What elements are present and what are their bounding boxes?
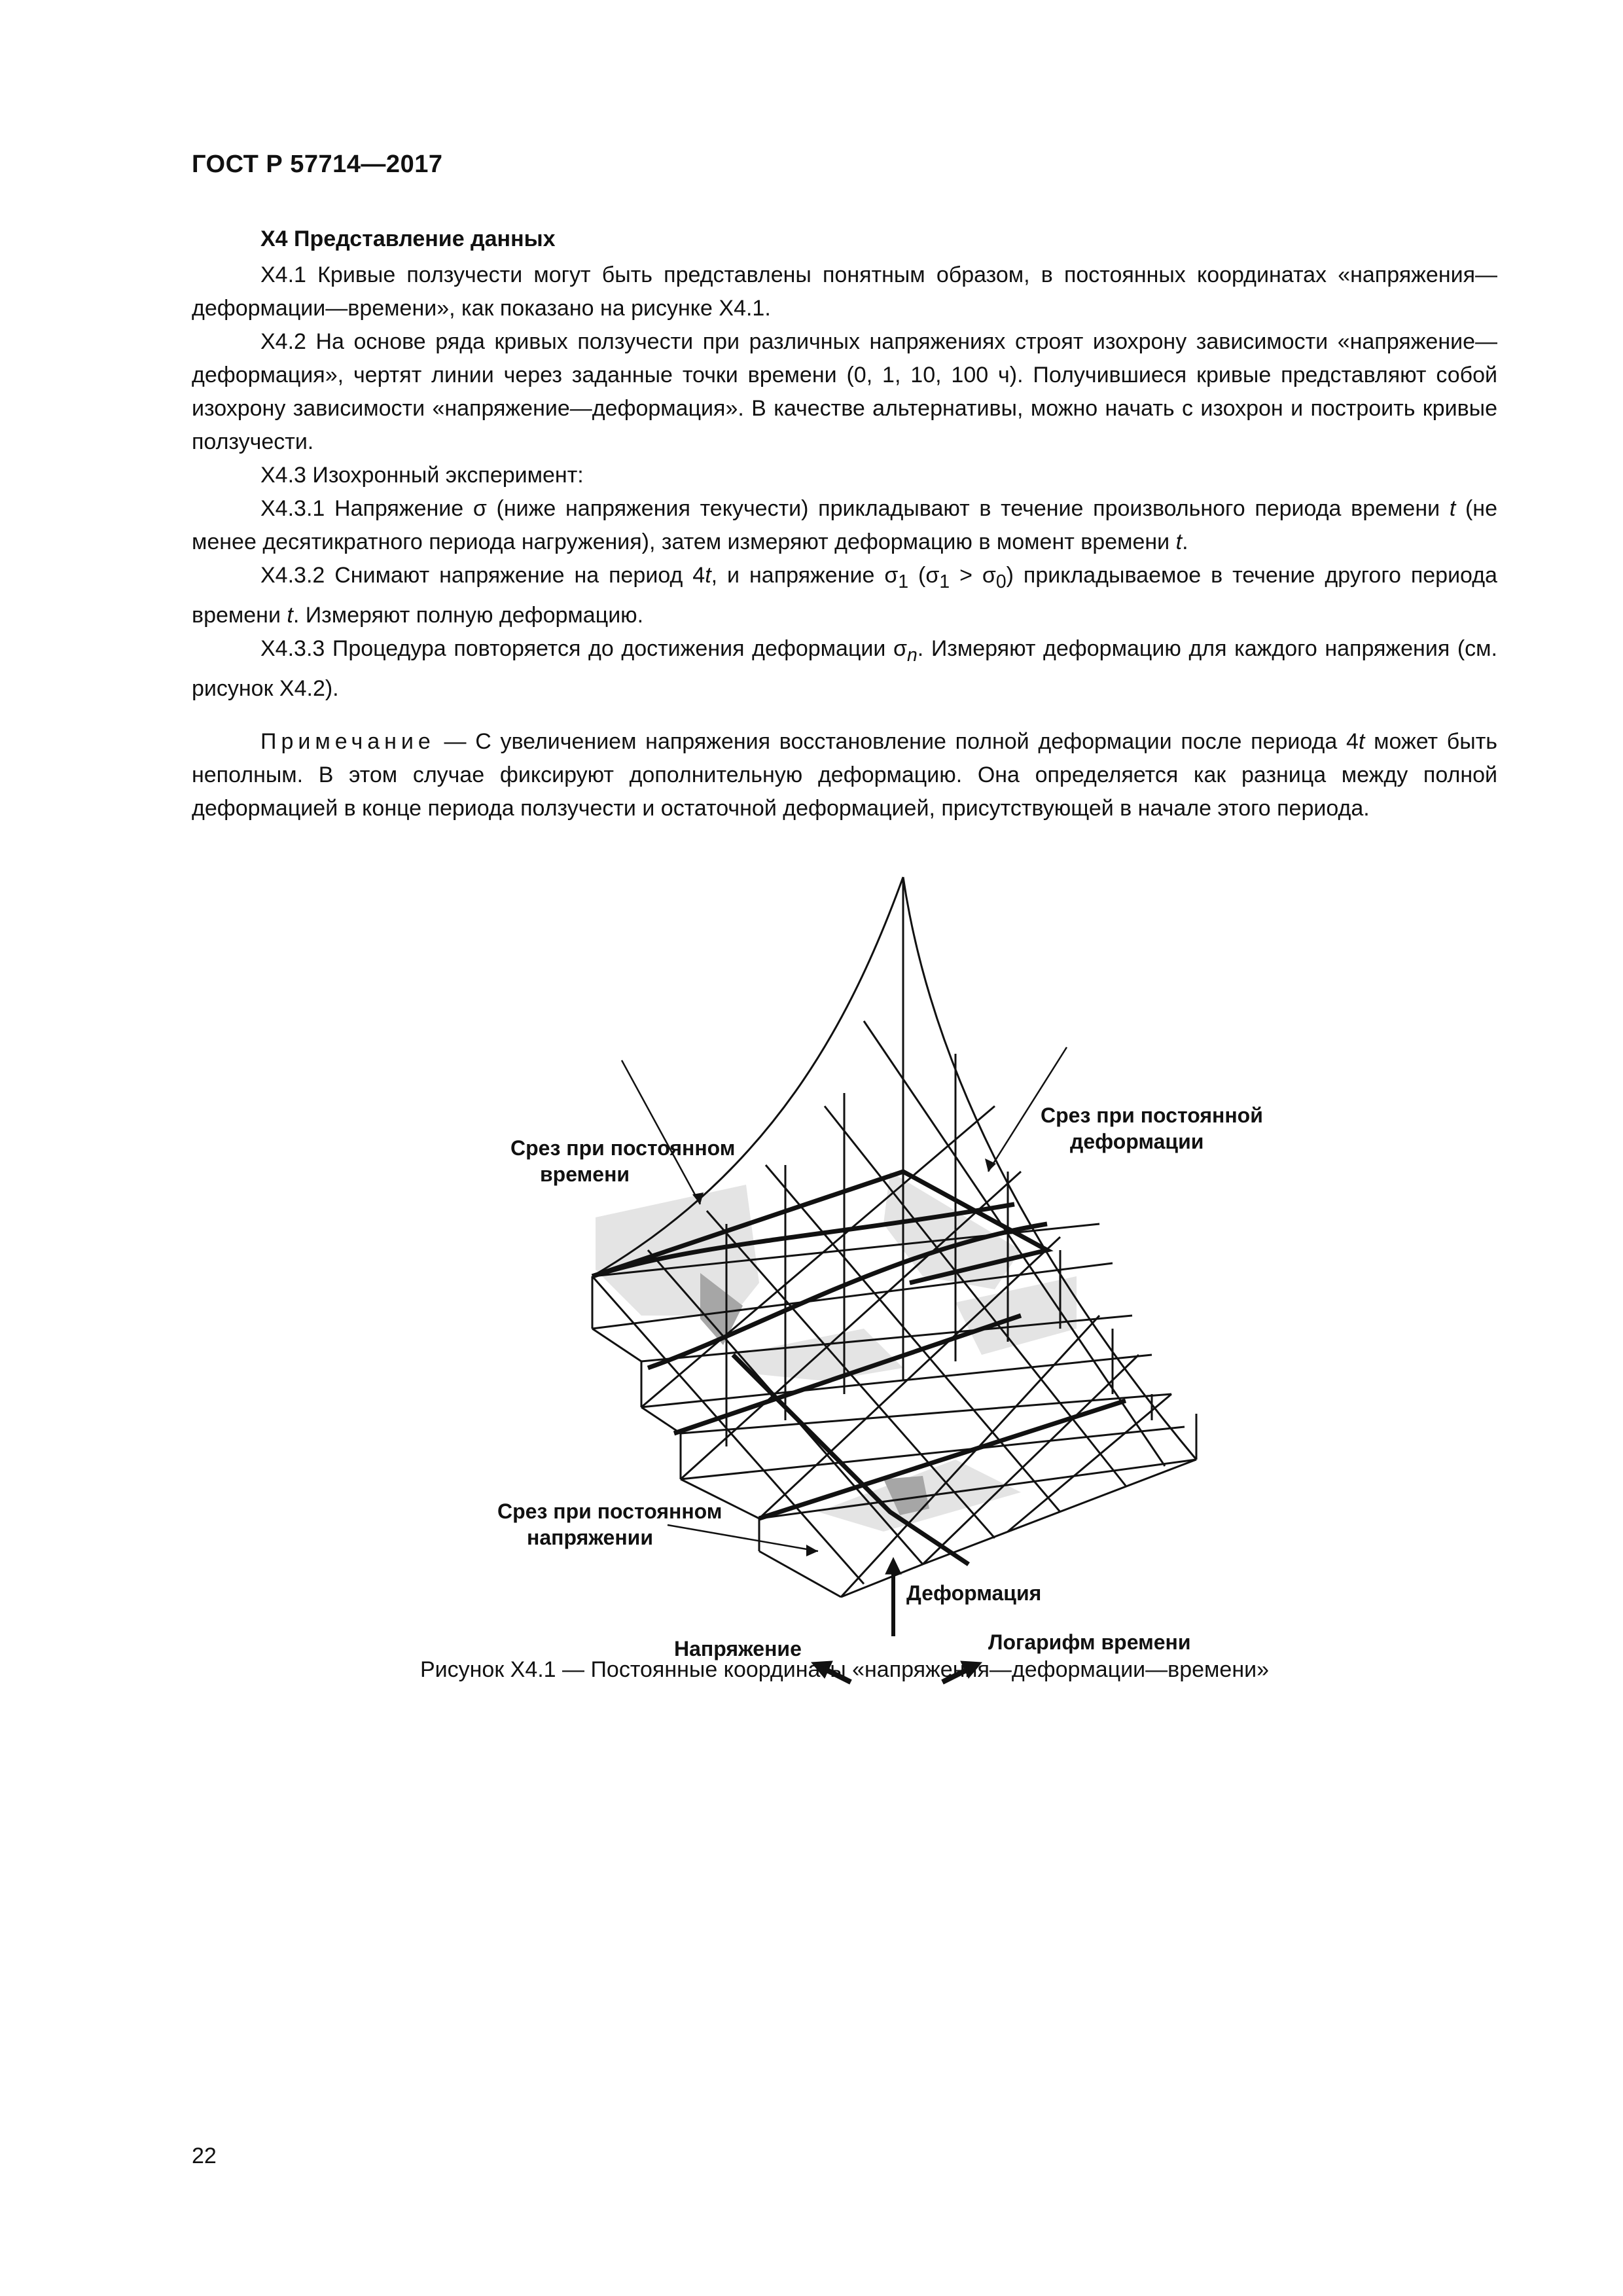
paragraph-x4-3-1: Х4.3.1 Напряжение σ (ниже напряжения текучести) прикладывают в течение произвольного периода времени t (не менее десятикратного периода нагружения), затем измеряют деформацию в момент времени t. [192, 496, 1497, 554]
label-const-stress-1: Срез при постоянном [497, 1499, 722, 1523]
page-number: 22 [192, 2144, 217, 2168]
document-header: ГОСТ Р 57714—2017 [192, 151, 443, 178]
label-const-def-1: Срез при постоянной [1041, 1103, 1263, 1127]
paragraph-x4-3-2: Х4.3.2 Снимают напряжение на период 4t, и напряжение $\sigma_1$ $(\sigma_1 > \sigma_0)$ прикладываемое в течение другого периода времени t. Измеряют полную деформацию. [192, 563, 1497, 628]
dark-slices [700, 1273, 929, 1515]
deformation-arrow-head [885, 1558, 901, 1574]
surface-diagram [366, 857, 1283, 1660]
label-axis-deformation: Деформация [906, 1581, 1042, 1605]
figure-caption: Рисунок Х4.1 — Постоянные координаты «напряжения—деформации—времени» [419, 1657, 1270, 1682]
label-axis-time: Логарифм времени [988, 1630, 1191, 1654]
label-const-stress-2: напряжении [527, 1526, 653, 1549]
note-paragraph: Примечание — С увеличением напряжения восстановление полной деформации после периода 4t может быть неполным. В этом случае фиксируют дополнительную деформацию. Она определяется как разница между полной деформацией в конце периода ползучести и остаточной деформацией, присутствующей в начале этого периода. [192, 728, 1498, 821]
label-const-time-1: Срез при постоянном [510, 1136, 736, 1160]
note-label: Примечание [260, 728, 435, 754]
label-const-time-2: времени [540, 1162, 630, 1186]
paragraph-x4-1: Х4.1 Кривые ползучести могут быть представлены понятным образом, в постоянных координатах «напряжения—деформации—времени», как показано на рисунке Х4.1. [192, 262, 1497, 321]
slice-shade-left [596, 1185, 759, 1316]
label-const-def-2: деформации [1070, 1130, 1204, 1153]
label-axis-stress: Напряжение [674, 1637, 802, 1660]
leader-const-time [622, 1060, 700, 1204]
paragraph-x4-2: Х4.2 На основе ряда кривых ползучести при различных напряжениях строят изохрону зависимости «напряжение—деформация», чертят линии через заданные точки времени (0, 1, 10, 100 ч). Получившиеся кривые представляют собой изохрону зависимости «напряжение—деформация». В качестве альтернативы, можно начать с изохрон и построить кривые ползучести. [192, 329, 1497, 454]
body-text [192, 223, 1497, 825]
figure-stress-strain-time [366, 857, 1283, 1660]
paragraph-x4-3-3: Х4.3.3 Процедура повторяется до достижения деформации $\sigma_n$. Измеряют деформацию для каждого напряжения (см. рисунок Х4.2). [192, 636, 1497, 701]
section-title: Х4 Представление данных [260, 226, 556, 251]
leader-const-stress [668, 1525, 818, 1551]
surface-right-edge [903, 877, 1196, 1460]
paragraph-x4-3: Х4.3 Изохронный эксперимент: [260, 463, 584, 488]
